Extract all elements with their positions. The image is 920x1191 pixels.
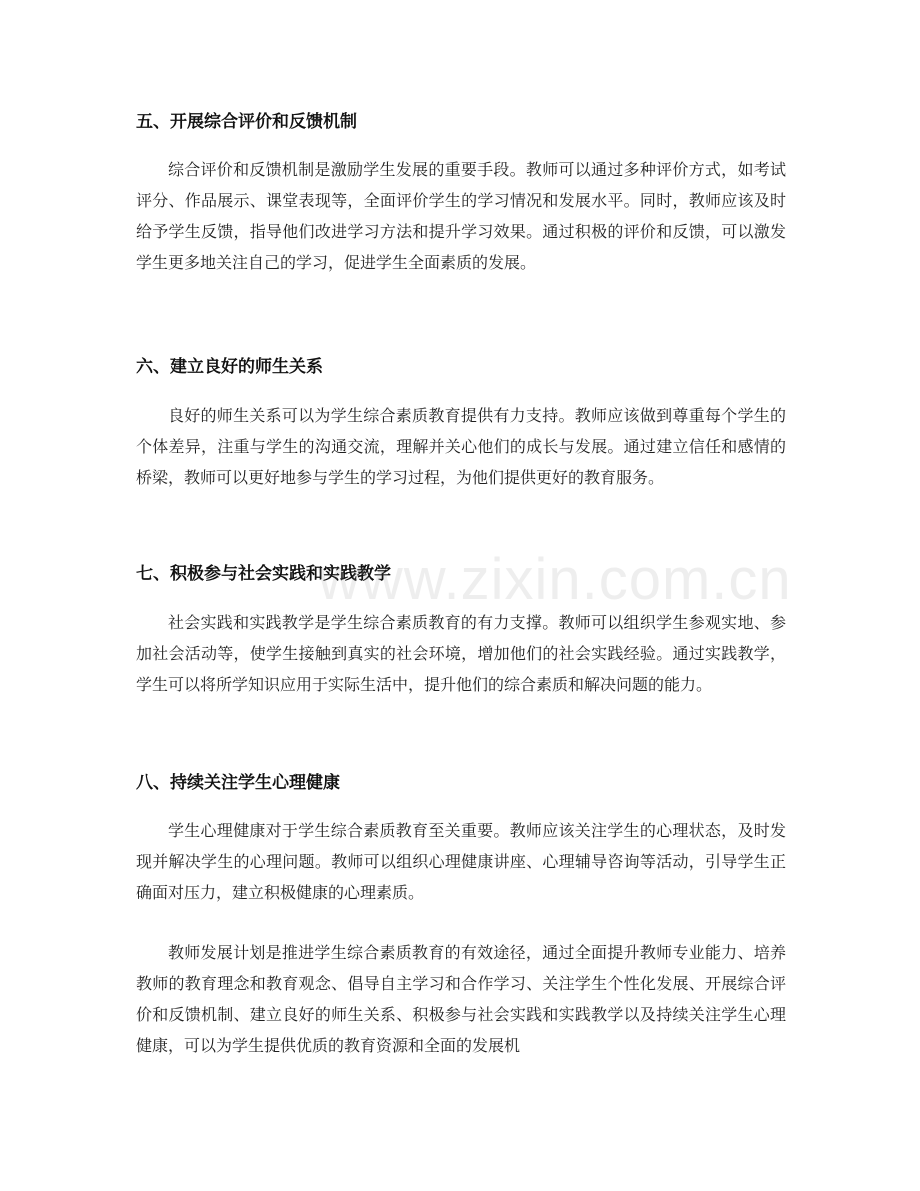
section-heading-5: 五、开展综合评价和反馈机制 [136,112,357,132]
section-heading-8: 八、持续关注学生心理健康 [136,773,340,793]
watermark-text: www.zixin.com.cn [318,547,792,612]
section-paragraph-7: 社会实践和实践教学是学生综合素质教育的有力支撑。教师可以组织学生参观实地、参加社会活动等，使学生接触到真实的社会环境，增加他们的社会实践经验。通过实践教学，学生可以将所学知识应用于实际生活中，提升他们的综合素质和解决问题的能力。 [136,613,786,694]
section-paragraph-5: 综合评价和反馈机制是激励学生发展的重要手段。教师可以通过多种评价方式，如考试评分、作品展示、课堂表现等，全面评价学生的学习情况和发展水平。同时，教师应该及时给予学生反馈，指导他们改进学习方法和提升学习效果。通过积极的评价和反馈，可以激发学生更多地关注自己的学习，促进学生全面素质的发展。 [136,160,786,272]
section-heading-7: 七、积极参与社会实践和实践教学 [136,564,391,584]
section-paragraph-6: 良好的师生关系可以为学生综合素质教育提供有力支持。教师应该做到尊重每个学生的个体差异，注重与学生的沟通交流，理解并关心他们的成长与发展。通过建立信任和感情的桥梁，教师可以更好地参与学生的学习过程，为他们提供更好的教育服务。 [136,406,786,487]
section-paragraph-8: 学生心理健康对于学生综合素质教育至关重要。教师应该关注学生的心理状态，及时发现并解决学生的心理问题。教师可以组织心理健康讲座、心理辅导咨询等活动，引导学生正确面对压力，建立积极健康的心理素质。 [136,821,786,902]
section-heading-6: 六、建立良好的师生关系 [136,357,323,377]
conclusion-paragraph: 教师发展计划是推进学生综合素质教育的有效途径，通过全面提升教师专业能力、培养教师的教育理念和教育观念、倡导自主学习和合作学习、关注学生个性化发展、开展综合评价和反馈机制、建立良好的师生关系、积极参与社会实践和实践教学以及持续关注学生心理健康，可以为学生提供优质的教育资源和全面的发展机 [136,943,786,1055]
